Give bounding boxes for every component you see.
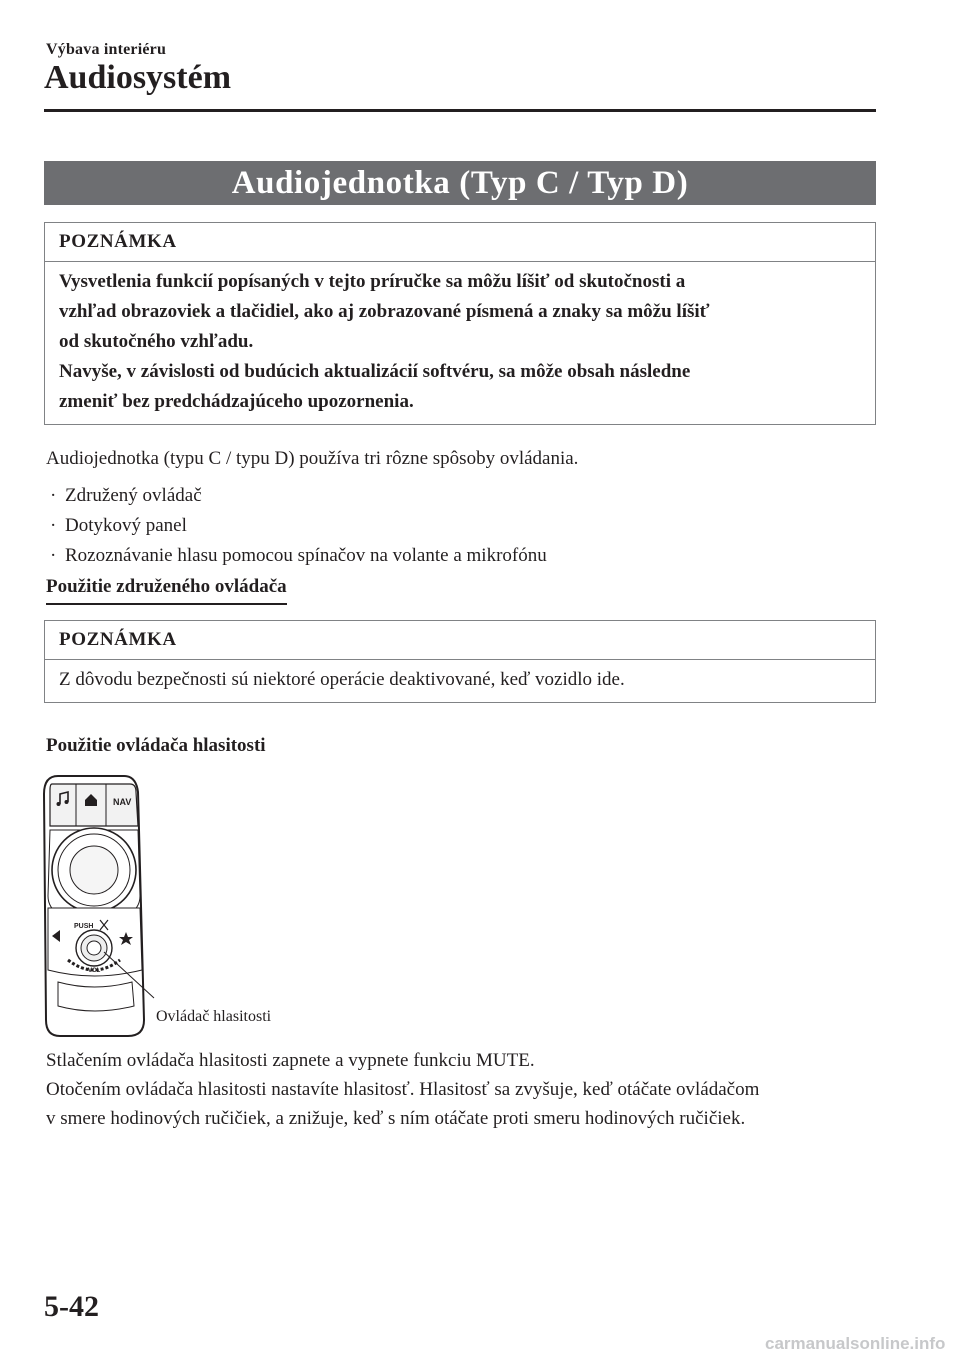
page-title: Audiosystém (44, 59, 232, 96)
note-body (45, 262, 875, 424)
bullet-icon: · (50, 545, 57, 566)
note-line: Vysvetlenia funkcií popísaných v tejto príručke sa môžu líšiť od skutočnosti a (59, 271, 686, 292)
note-line: zmeniť bez predchádzajúceho upozornenia. (59, 391, 414, 412)
instruction-line: v smere hodinových ručičiek, a znižuje, keď s ním otáčate proti smeru hodinových ručičiek. (46, 1108, 746, 1129)
volume-instructions (46, 1046, 759, 1133)
bullet-icon: · (50, 485, 57, 506)
vol-label: VOL (88, 968, 101, 974)
page-number: 5-42 (44, 1290, 99, 1323)
nav-button-label: NAV (113, 797, 132, 807)
instruction-line: Otočením ovládača hlasitosti nastavíte hlasitosť. Hlasitosť sa zvyšuje, keď otáčate ovládačom (46, 1079, 760, 1100)
list-item-text: Dotykový panel (65, 515, 187, 536)
note-line: Navyše, v závislosti od budúcich aktualizácií softvéru, sa môže obsah následne (59, 361, 691, 382)
commander-illustration (40, 770, 300, 1040)
list-item-text: Združený ovládač (65, 485, 202, 506)
subheading-volume: Použitie ovládača hlasitosti (46, 735, 266, 756)
note-box-1 (44, 222, 876, 425)
control-methods-list (50, 481, 547, 571)
watermark: carmanualsonline.info (765, 1334, 946, 1353)
note-title: POZNÁMKA (45, 223, 875, 262)
push-label: PUSH (74, 923, 94, 930)
intro-paragraph: Audiojednotka (typu C / typu D) používa tri rôzne spôsoby ovládania. (46, 448, 579, 469)
section-banner: Audiojednotka (Typ C / Typ D) (44, 161, 876, 205)
list-item (50, 481, 547, 511)
list-item (50, 541, 547, 571)
commander-control-figure (40, 770, 300, 1040)
commander-knob (52, 828, 136, 912)
note-body: Z dôvodu bezpečnosti sú niektoré operácie deaktivované, keď vozidlo ide. (59, 669, 625, 690)
header-rule (44, 109, 876, 112)
volume-knob-callout: Ovládač hlasitosti (156, 1008, 272, 1025)
note-line: vzhľad obrazoviek a tlačidiel, ako aj zobrazované písmená a znaky sa môžu líšiť (59, 301, 710, 322)
instruction-line: Stlačením ovládača hlasitosti zapnete a vypnete funkciu MUTE. (46, 1050, 535, 1071)
subheading-commander: Použitie združeného ovládača (46, 574, 287, 605)
bullet-icon: · (50, 515, 57, 536)
list-item (50, 511, 547, 541)
note-line: od skutočného vzhľadu. (59, 331, 254, 352)
list-item-text: Rozoznávanie hlasu pomocou spínačov na volante a mikrofónu (65, 545, 547, 566)
section-label: Výbava interiéru (46, 41, 167, 58)
note-title: POZNÁMKA (45, 621, 875, 660)
note-box-2 (44, 620, 876, 703)
volume-knob (76, 930, 112, 966)
